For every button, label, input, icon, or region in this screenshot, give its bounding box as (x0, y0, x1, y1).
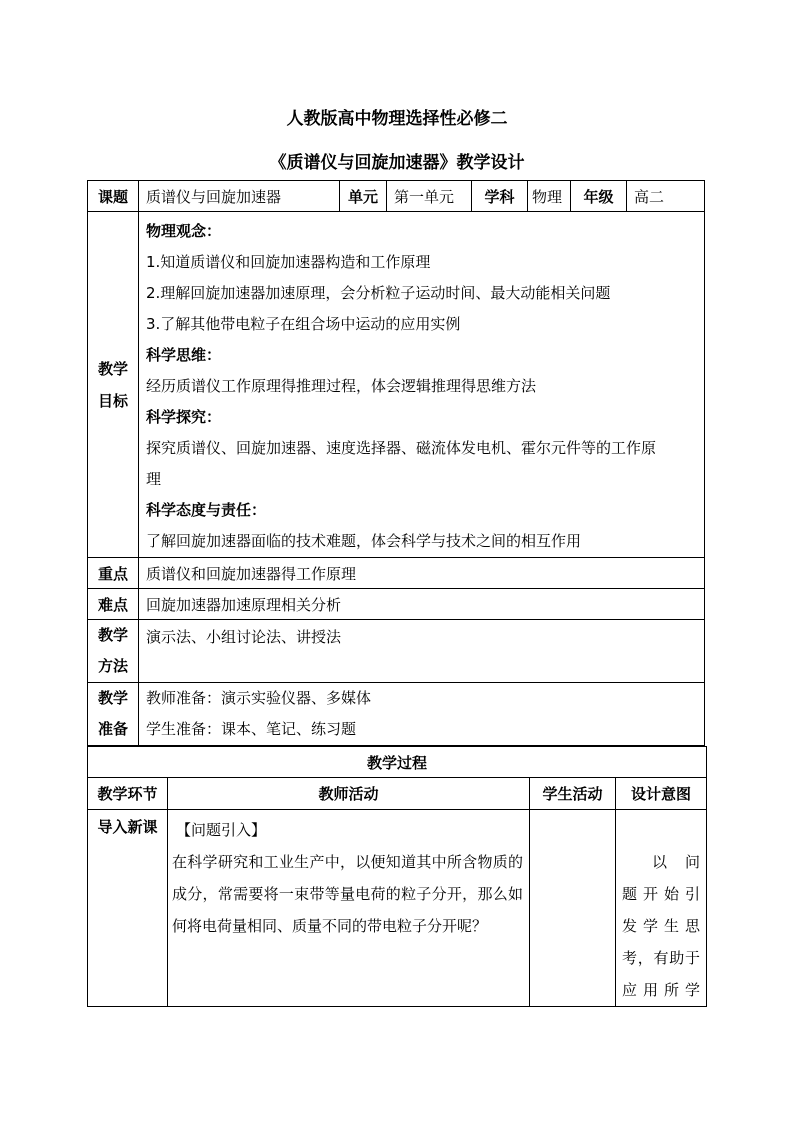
objective-item: 2.理解回旋加速器加速原理，会分析粒子运动时间、最大动能相关问题 (146, 284, 611, 302)
objective-heading: 物理观念： (146, 222, 222, 240)
column-header-design-intent: 设计意图 (616, 778, 707, 810)
objectives-row (88, 212, 705, 558)
key-point-row (88, 558, 705, 589)
preparation-label-line1: 教学 (97, 689, 128, 707)
objective-item: 了解回旋加速器面临的技术难题，体会科学与技术之间的相互作用 (146, 532, 582, 550)
objective-item: 经历质谱仪工作原理得推理过程，体会逻辑推理得思维方法 (146, 377, 537, 395)
column-header-stage: 教学环节 (88, 778, 168, 810)
key-point-label: 重点 (88, 558, 139, 589)
question-intro-text: 在科学研究和工业生产中，以便知道其中所含物质的成分，常需要将一束带等量电荷的粒子分开，那么如何将电荷量相同、质量不同的带电粒子分开呢？ (172, 853, 523, 935)
student-activity-intro (530, 810, 616, 1007)
methods-label (88, 620, 139, 683)
intent-line: 发学生思 (622, 917, 701, 935)
difficulty-row (88, 589, 705, 620)
objective-heading: 科学探究： (146, 408, 222, 426)
process-header-row (88, 778, 707, 810)
unit-label: 单元 (340, 181, 387, 212)
objective-item: 理 (146, 470, 162, 488)
objectives-content (139, 212, 705, 558)
process-title-row (88, 747, 707, 778)
question-intro-heading: 【问题引入】 (176, 821, 267, 839)
preparation-label (88, 683, 139, 746)
column-header-teacher-activity: 教师活动 (168, 778, 530, 810)
objectives-label (88, 212, 139, 558)
objectives-label-line1: 教学 (97, 359, 128, 378)
methods-label-line1: 教学 (97, 626, 128, 644)
grade-label: 年级 (571, 181, 627, 212)
subject-value: 物理 (528, 181, 571, 212)
document-subtitle: 《质谱仪与回旋加速器》教学设计 (269, 153, 525, 173)
process-row-intro (88, 810, 707, 1007)
topic-row (88, 181, 705, 212)
intent-line: 题开始引 (622, 885, 701, 903)
intent-line: 考，有助于 (622, 949, 701, 967)
objective-item: 探究质谱仪、回旋加速器、速度选择器、磁流体发电机、霍尔元件等的工作原 (146, 439, 657, 457)
teacher-preparation: 教师准备：演示实验仪器、多媒体 (146, 689, 372, 707)
lesson-info-table (87, 180, 705, 746)
intent-line: 以 问 (652, 853, 701, 871)
stage-intro: 导入新课 (88, 810, 168, 1007)
design-intent-intro (616, 810, 707, 1007)
objective-item: 1.知道质谱仪和回旋加速器构造和工作原理 (146, 253, 431, 271)
methods-label-line2: 方法 (97, 657, 128, 675)
intent-line: 应用所学 (622, 981, 701, 999)
unit-value: 第一单元 (387, 181, 472, 212)
difficulty-value: 回旋加速器加速原理相关分析 (139, 589, 705, 620)
preparation-row (88, 683, 705, 746)
grade-value: 高二 (627, 181, 705, 212)
preparation-label-line2: 准备 (97, 720, 128, 738)
difficulty-label: 难点 (88, 589, 139, 620)
topic-value: 质谱仪与回旋加速器 (139, 181, 340, 212)
student-preparation: 学生准备：课本、笔记、练习题 (146, 720, 357, 738)
objective-heading: 科学态度与责任： (146, 501, 267, 519)
methods-value: 演示法、小组讨论法、讲授法 (139, 620, 705, 683)
preparation-content (139, 683, 705, 746)
methods-row (88, 620, 705, 683)
objective-item: 3.了解其他带电粒子在组合场中运动的应用实例 (146, 315, 461, 333)
document-title: 人教版高中物理选择性必修二 (286, 109, 508, 129)
objective-heading: 科学思维： (146, 346, 222, 364)
topic-label: 课题 (88, 181, 139, 212)
objectives-label-line2: 目标 (97, 391, 128, 410)
subject-label: 学科 (472, 181, 528, 212)
key-point-value: 质谱仪和回旋加速器得工作原理 (139, 558, 705, 589)
process-title: 教学过程 (88, 747, 707, 778)
column-header-student-activity: 学生活动 (530, 778, 616, 810)
teacher-activity-intro (168, 810, 530, 1007)
teaching-process-table (87, 746, 707, 1007)
